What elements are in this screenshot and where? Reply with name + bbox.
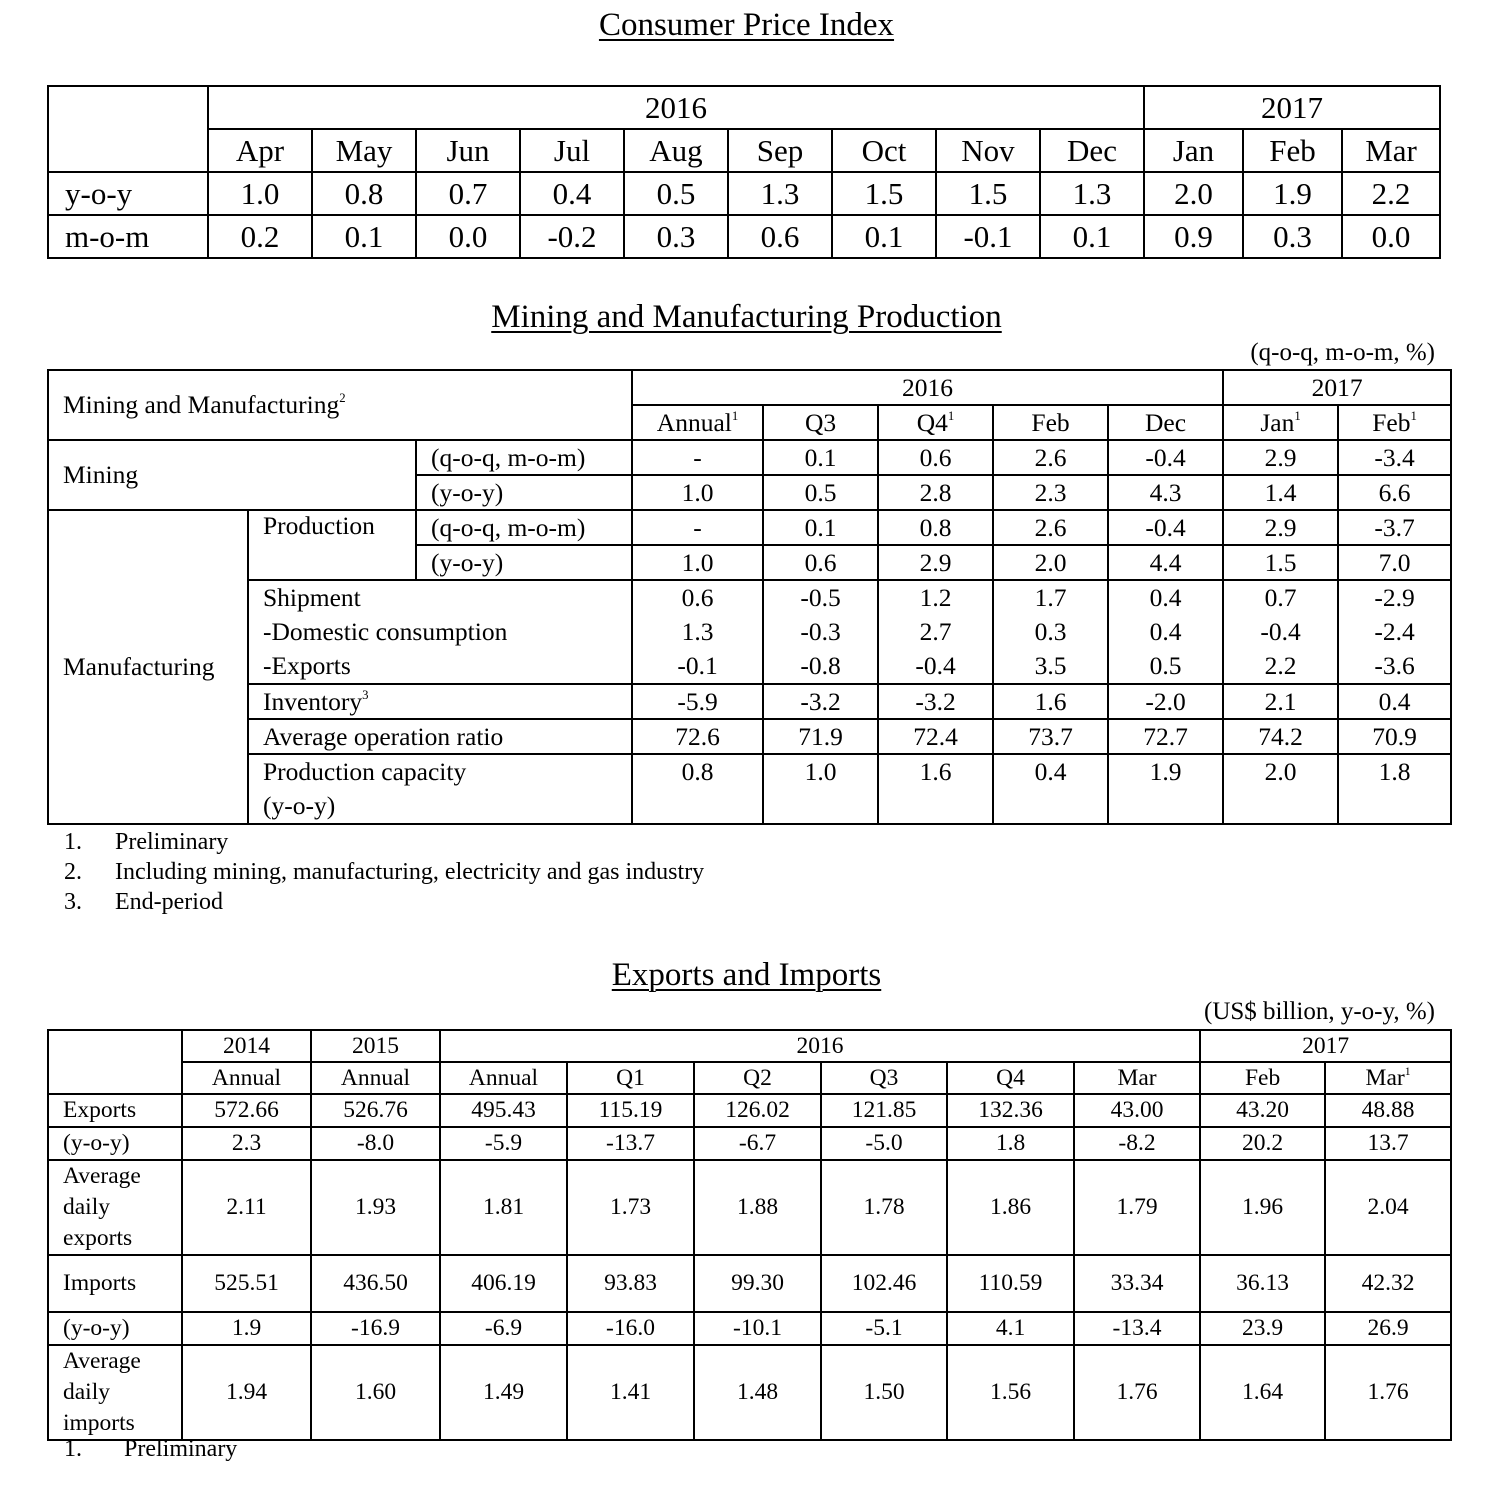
capacity-row	[48, 754, 1451, 824]
footnote: 1. Preliminary	[64, 829, 229, 855]
trade-cell: 20.2	[1200, 1127, 1325, 1160]
footnote: 3. End-period	[64, 889, 223, 915]
trade-cell: 406.19	[440, 1255, 567, 1312]
mining-cell: 2.9	[1223, 440, 1338, 475]
trade-cell: 115.19	[567, 1094, 694, 1127]
cpi-cell: 0.1	[832, 215, 936, 258]
production-cell: 2.6	[993, 510, 1108, 545]
cpi-month: Feb	[1243, 129, 1342, 172]
inventory-cell: -3.2	[878, 684, 993, 719]
mining-cell: -3.4	[1338, 440, 1451, 475]
shipment-cell: 0.7 -0.4 2.2	[1223, 580, 1338, 684]
production-cell: 7.0	[1338, 545, 1451, 580]
operation-cell: 72.4	[878, 719, 993, 754]
trade-cell: -16.0	[567, 1312, 694, 1345]
mining-qoq-row	[48, 440, 1451, 475]
trade-cell: 102.46	[821, 1255, 947, 1312]
trade-cell: 93.83	[567, 1255, 694, 1312]
trade-period: Annual	[182, 1062, 311, 1094]
domestic-label: -Domestic consumption	[263, 617, 508, 646]
cpi-cell: 0.9	[1144, 215, 1243, 258]
trade-cell: 1.73	[567, 1160, 694, 1255]
trade-cell: 1.60	[311, 1345, 440, 1440]
cpi-cell: 0.8	[312, 172, 416, 215]
trade-period-row	[48, 1062, 1451, 1094]
operation-cell: 70.9	[1338, 719, 1451, 754]
exports-yoy-row	[48, 1127, 1451, 1160]
trade-period: Q3	[821, 1062, 947, 1094]
shipment-cell: -2.9 -2.4 -3.6	[1338, 580, 1451, 684]
trade-cell: 1.94	[182, 1345, 311, 1440]
exports-label: -Exports	[263, 651, 351, 680]
operation-cell: 72.6	[632, 719, 763, 754]
cpi-month: Mar	[1342, 129, 1440, 172]
trade-cell: 572.66	[182, 1094, 311, 1127]
mining-cell: 6.6	[1338, 475, 1451, 510]
trade-cell: 2.11	[182, 1160, 311, 1255]
production-qoq-label: (q-o-q, m-o-m)	[416, 510, 632, 545]
cpi-cell: 0.1	[312, 215, 416, 258]
inventory-cell: -5.9	[632, 684, 763, 719]
trade-cell: 1.93	[311, 1160, 440, 1255]
trade-cell: 1.79	[1074, 1160, 1200, 1255]
mining-cell: 1.4	[1223, 475, 1338, 510]
cpi-month: Apr	[208, 129, 312, 172]
inventory-cell: -2.0	[1108, 684, 1223, 719]
trade-year: 2016	[440, 1030, 1200, 1062]
cpi-month: Dec	[1040, 129, 1144, 172]
mining-cell: 2.6	[993, 440, 1108, 475]
mining-yoy-label: (y-o-y)	[416, 475, 632, 510]
trade-cell: 1.8	[947, 1127, 1074, 1160]
trade-period: Mar$^1$	[1325, 1062, 1451, 1094]
trade-cell: 1.64	[1200, 1345, 1325, 1440]
trade-cell: 1.81	[440, 1160, 567, 1255]
trade-cell: -8.2	[1074, 1127, 1200, 1160]
capacity-cell: 1.8	[1338, 754, 1451, 824]
mining-period: Annual$^1$	[632, 405, 763, 440]
trade-period: Annual	[311, 1062, 440, 1094]
mining-cell: -0.4	[1108, 440, 1223, 475]
footnote: 1. Preliminary	[64, 1436, 238, 1462]
trade-cell: 1.49	[440, 1345, 567, 1440]
production-label: Production	[248, 510, 416, 580]
cpi-cell: 0.3	[1243, 215, 1342, 258]
trade-year: 2015	[311, 1030, 440, 1062]
cpi-year-row	[48, 86, 1440, 129]
shipment-cell: -0.5 -0.3 -0.8	[763, 580, 878, 684]
cpi-table	[47, 85, 1441, 259]
mining-period: Feb$^1$	[1338, 405, 1451, 440]
imports-yoy-label: (y-o-y)	[48, 1312, 182, 1345]
manufacturing-label: Manufacturing	[48, 510, 248, 824]
cpi-cell: 1.3	[1040, 172, 1144, 215]
trade-cell: 1.56	[947, 1345, 1074, 1440]
trade-cell: 13.7	[1325, 1127, 1451, 1160]
cpi-cell: 0.1	[1040, 215, 1144, 258]
trade-cell: 99.30	[694, 1255, 821, 1312]
trade-cell: 1.76	[1074, 1345, 1200, 1440]
trade-cell: -10.1	[694, 1312, 821, 1345]
exports-yoy-label: (y-o-y)	[48, 1127, 182, 1160]
operation-cell: 74.2	[1223, 719, 1338, 754]
mining-cell: 2.8	[878, 475, 993, 510]
capacity-cell: 0.4	[993, 754, 1108, 824]
exports-row	[48, 1094, 1451, 1127]
cpi-title: Consumer Price Index	[598, 7, 895, 43]
production-qoq-row	[48, 510, 1451, 545]
mining-period: Q3	[763, 405, 878, 440]
capacity-cell: 0.8	[632, 754, 763, 824]
cpi-month: Nov	[936, 129, 1040, 172]
production-cell: 1.5	[1223, 545, 1338, 580]
cpi-month: Sep	[728, 129, 832, 172]
production-cell: 0.8	[878, 510, 993, 545]
cpi-cell: 0.0	[1342, 215, 1440, 258]
cpi-year-2017: 2017	[1144, 86, 1440, 129]
avg-exports-row	[48, 1160, 1451, 1255]
trade-cell: 495.43	[440, 1094, 567, 1127]
shipment-cell: 1.7 0.3 3.5	[993, 580, 1108, 684]
trade-cell: 1.41	[567, 1345, 694, 1440]
trade-cell: 43.20	[1200, 1094, 1325, 1127]
trade-cell: 2.04	[1325, 1160, 1451, 1255]
trade-title: Exports and Imports	[611, 957, 882, 993]
trade-cell: 2.3	[182, 1127, 311, 1160]
cpi-cell: 0.7	[416, 172, 520, 215]
trade-corner-cell	[48, 1030, 182, 1094]
cpi-cell: 0.4	[520, 172, 624, 215]
cpi-cell: -0.2	[520, 215, 624, 258]
imports-yoy-row	[48, 1312, 1451, 1345]
cpi-cell: 0.5	[624, 172, 728, 215]
trade-cell: -13.4	[1074, 1312, 1200, 1345]
shipment-labels	[248, 580, 632, 684]
cpi-corner-cell	[48, 86, 208, 172]
mining-cell: 4.3	[1108, 475, 1223, 510]
trade-cell: 43.00	[1074, 1094, 1200, 1127]
mining-cell: 0.5	[763, 475, 878, 510]
mining-title: Mining and Manufacturing Production	[491, 299, 1002, 335]
mining-label: Mining	[48, 440, 416, 510]
trade-cell: -13.7	[567, 1127, 694, 1160]
inventory-label: Inventory$^3$	[248, 684, 632, 719]
cpi-cell: 2.0	[1144, 172, 1243, 215]
trade-footnotes	[64, 1434, 237, 1464]
shipment-cell: 0.4 0.4 0.5	[1108, 580, 1223, 684]
trade-cell: 33.34	[1074, 1255, 1200, 1312]
production-cell: -0.4	[1108, 510, 1223, 545]
mining-cell: 0.1	[763, 440, 878, 475]
trade-cell: 1.48	[694, 1345, 821, 1440]
trade-cell: 26.9	[1325, 1312, 1451, 1345]
production-cell: 2.0	[993, 545, 1108, 580]
production-cell: 1.0	[632, 545, 763, 580]
trade-cell: 1.96	[1200, 1160, 1325, 1255]
trade-cell: 1.88	[694, 1160, 821, 1255]
exports-label: Exports	[48, 1094, 182, 1127]
cpi-cell: 0.6	[728, 215, 832, 258]
trade-period: Mar	[1074, 1062, 1200, 1094]
trade-cell: 1.86	[947, 1160, 1074, 1255]
mining-period: Dec	[1108, 405, 1223, 440]
mining-cell: -	[632, 440, 763, 475]
trade-cell: 132.36	[947, 1094, 1074, 1127]
cpi-row-mom	[48, 215, 1440, 258]
trade-cell: -5.0	[821, 1127, 947, 1160]
mining-cell: 1.0	[632, 475, 763, 510]
production-cell: 2.9	[1223, 510, 1338, 545]
cpi-cell: 0.2	[208, 215, 312, 258]
trade-cell: -5.1	[821, 1312, 947, 1345]
mining-qoq-label: (q-o-q, m-o-m)	[416, 440, 632, 475]
capacity-cell: 1.6	[878, 754, 993, 824]
trade-cell: 436.50	[311, 1255, 440, 1312]
cpi-month: May	[312, 129, 416, 172]
trade-period: Q4	[947, 1062, 1074, 1094]
operation-cell: 72.7	[1108, 719, 1223, 754]
cpi-row-label: m-o-m	[48, 215, 208, 258]
trade-period: Feb	[1200, 1062, 1325, 1094]
avg-imports-label: Average daily imports	[48, 1345, 182, 1440]
shipment-row	[48, 580, 1451, 684]
production-cell: -3.7	[1338, 510, 1451, 545]
trade-year: 2017	[1200, 1030, 1451, 1062]
operation-cell: 73.7	[993, 719, 1108, 754]
trade-cell: 23.9	[1200, 1312, 1325, 1345]
production-cell: 2.9	[878, 545, 993, 580]
trade-cell: 110.59	[947, 1255, 1074, 1312]
mining-year-2016: 2016	[632, 370, 1223, 405]
trade-year: 2014	[182, 1030, 311, 1062]
inventory-row	[48, 684, 1451, 719]
trade-cell: -8.0	[311, 1127, 440, 1160]
imports-row	[48, 1255, 1451, 1312]
trade-table	[47, 1029, 1452, 1441]
mining-year-row	[48, 370, 1451, 405]
cpi-cell: -0.1	[936, 215, 1040, 258]
imports-label: Imports	[48, 1255, 182, 1312]
trade-cell: -6.9	[440, 1312, 567, 1345]
trade-cell: -6.7	[694, 1127, 821, 1160]
trade-year-row	[48, 1030, 1451, 1062]
cpi-cell: 1.5	[936, 172, 1040, 215]
cpi-cell: 0.3	[624, 215, 728, 258]
production-cell: 4.4	[1108, 545, 1223, 580]
cpi-month: Aug	[624, 129, 728, 172]
inventory-cell: 1.6	[993, 684, 1108, 719]
mining-period: Feb	[993, 405, 1108, 440]
inventory-cell: 2.1	[1223, 684, 1338, 719]
mining-cell: 2.3	[993, 475, 1108, 510]
cpi-month: Jan	[1144, 129, 1243, 172]
avg-imports-row	[48, 1345, 1451, 1440]
mining-table	[47, 369, 1452, 825]
trade-cell: 48.88	[1325, 1094, 1451, 1127]
mining-unit-note: (q-o-q, m-o-m, %)	[1250, 339, 1435, 366]
cpi-cell: 1.3	[728, 172, 832, 215]
cpi-cell: 1.0	[208, 172, 312, 215]
production-cell: 0.6	[763, 545, 878, 580]
cpi-cell: 0.0	[416, 215, 520, 258]
shipment-label: Shipment	[263, 583, 361, 612]
capacity-cell: 2.0	[1223, 754, 1338, 824]
operation-row	[48, 719, 1451, 754]
production-yoy-label: (y-o-y)	[416, 545, 632, 580]
cpi-month: Jul	[520, 129, 624, 172]
trade-period: Annual	[440, 1062, 567, 1094]
cpi-month-row	[48, 129, 1440, 172]
cpi-cell: 1.5	[832, 172, 936, 215]
trade-cell: 525.51	[182, 1255, 311, 1312]
cpi-cell: 1.9	[1243, 172, 1342, 215]
trade-cell: -16.9	[311, 1312, 440, 1345]
production-cell: -	[632, 510, 763, 545]
capacity-label: Production capacity (y-o-y)	[248, 754, 632, 824]
mining-cell: 0.6	[878, 440, 993, 475]
trade-period: Q1	[567, 1062, 694, 1094]
capacity-cell: 1.0	[763, 754, 878, 824]
footnote: 2. Including mining, manufacturing, electricity and gas industry	[64, 859, 705, 885]
shipment-cell: 1.2 2.7 -0.4	[878, 580, 993, 684]
mining-period: $Q4^1$	[878, 405, 993, 440]
avg-exports-label: Average daily exports	[48, 1160, 182, 1255]
inventory-cell: 0.4	[1338, 684, 1451, 719]
production-cell: 0.1	[763, 510, 878, 545]
cpi-cell: 2.2	[1342, 172, 1440, 215]
inventory-cell: -3.2	[763, 684, 878, 719]
mining-period: Jan$^1$	[1223, 405, 1338, 440]
operation-label: Average operation ratio	[248, 719, 632, 754]
trade-cell: 1.76	[1325, 1345, 1451, 1440]
cpi-year-2016: 2016	[208, 86, 1144, 129]
trade-cell: 1.50	[821, 1345, 947, 1440]
cpi-month: Jun	[416, 129, 520, 172]
capacity-cell: 1.9	[1108, 754, 1223, 824]
trade-cell: 1.9	[182, 1312, 311, 1345]
mining-footnotes	[64, 827, 704, 917]
trade-cell: -5.9	[440, 1127, 567, 1160]
trade-period: Q2	[694, 1062, 821, 1094]
mining-year-2017: 2017	[1223, 370, 1451, 405]
mining-header-label: Mining and Manufacturing$^2$	[48, 370, 632, 440]
trade-unit-note: (US$ billion, y-o-y, %)	[1204, 998, 1435, 1025]
trade-cell: 1.78	[821, 1160, 947, 1255]
cpi-month: Oct	[832, 129, 936, 172]
trade-cell: 4.1	[947, 1312, 1074, 1345]
shipment-cell: 0.6 1.3 -0.1	[632, 580, 763, 684]
trade-cell: 526.76	[311, 1094, 440, 1127]
trade-cell: 126.02	[694, 1094, 821, 1127]
trade-cell: 36.13	[1200, 1255, 1325, 1312]
operation-cell: 71.9	[763, 719, 878, 754]
cpi-row-label: y-o-y	[48, 172, 208, 215]
trade-cell: 121.85	[821, 1094, 947, 1127]
trade-cell: 42.32	[1325, 1255, 1451, 1312]
cpi-row-yoy	[48, 172, 1440, 215]
